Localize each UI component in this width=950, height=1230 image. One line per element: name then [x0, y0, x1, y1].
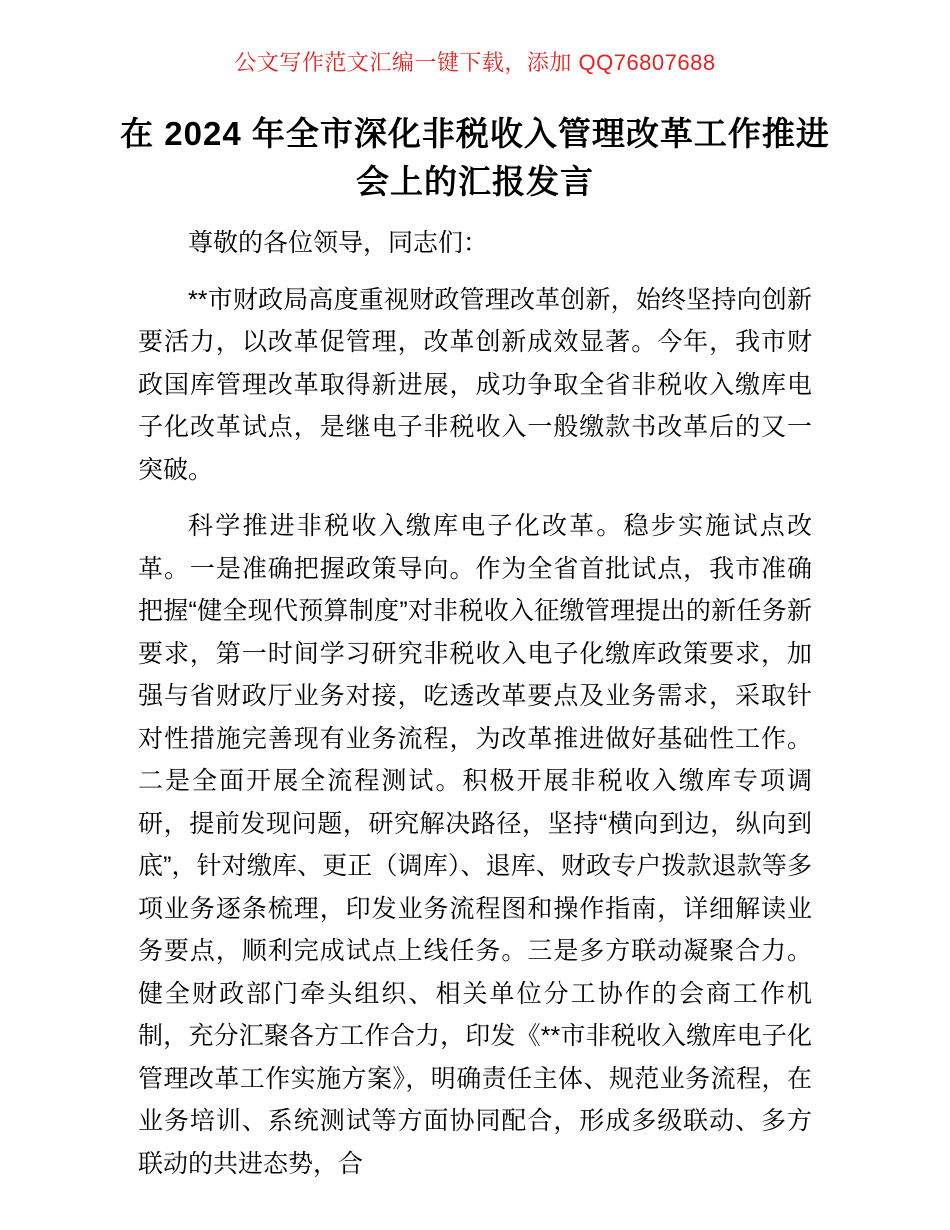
paragraph: 尊敬的各位领导，同志们：	[188, 229, 489, 257]
document-title	[120, 110, 830, 206]
document-body	[138, 222, 812, 1185]
paragraph: 科学推进非税收入缴库电子化改革。稳步实施试点改革。一是准确把握政策导向。作为全省首批试点，我市准确把握“健全现代预算制度”对非税收入征缴管理提出的新任务新要求，第一时间学习研究非税收入电子化缴库政策要求，加强与省财政厅业务对接，吃透改革要点及业务需求，采取针对性措施完善现有业务流程，为改革推进做好基础性工作。二是全面开展全流程测试。积极开展非税收入缴库专项调研，提前发现问题，研究解决路径，坚持“横向到边，纵向到底”，针对缴库、更正（调库）、退库、财政专户拨款退款等多项业务逐条梳理，印发业务流程图和操作指南，详细解读业务要点，顺利完成试点上线任务。三是多方联动凝聚合力。健全财政部门牵头组织、相关单位分工协作的会商工作机制，充分汇聚各方工作合力，印发《**市非税收入缴库电子化管理改革工作实施方案》，明确责任主体、规范业务流程，在业务培训、系统测试等方面协同配合，形成多级联动、多方联动的共进态势，合	[138, 512, 812, 1178]
title-line-2: 会上的汇报发言	[356, 163, 594, 200]
header-notice: 公文写作范文汇编一键下载，添加 QQ76807688	[234, 50, 716, 75]
title-line-1: 在 2024 年全市深化非税收入管理改革工作推进	[120, 115, 830, 152]
paragraph: **市财政局高度重视财政管理改革创新，始终坚持向创新要活力，以改革促管理，改革创新成效显著。今年，我市财政国库管理改革取得新进展，成功争取全省非税收入缴库电子化改革试点，是继电子非税收入一般缴款书改革后的又一突破。	[138, 285, 812, 484]
